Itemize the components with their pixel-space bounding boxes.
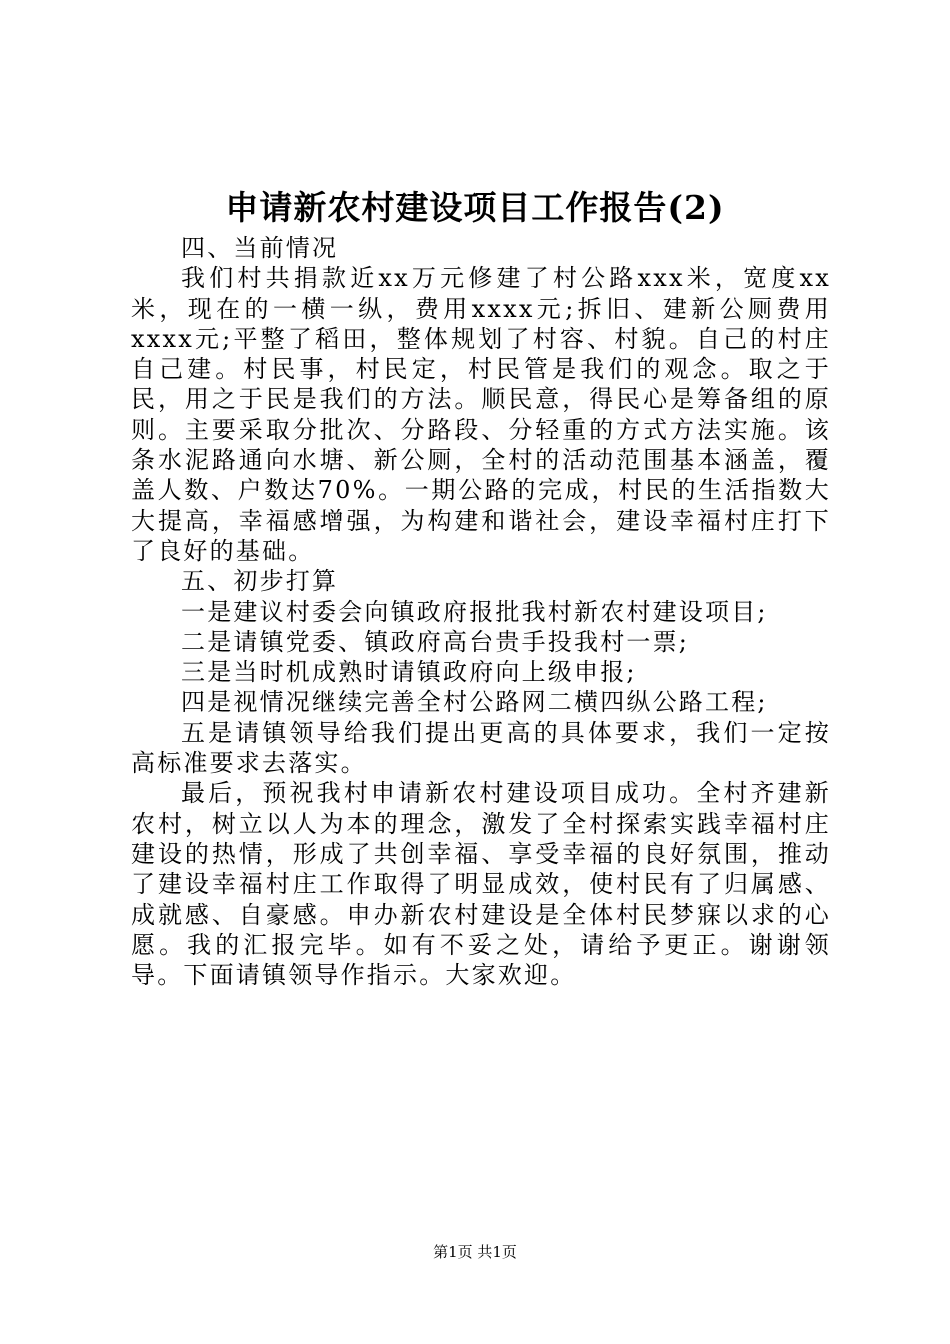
plan-item-4: 四是视情况继续完善全村公路网二横四纵公路工程; [181, 688, 768, 717]
plan-item-2: 二是请镇党委、镇政府高台贵手投我村一票; [181, 627, 690, 656]
paragraph-conclusion: 最后，预祝我村申请新农村建设项目成功。全村齐建新农村，树立以人为本的理念，激发了全村探索实践幸福村庄建设的热情，形成了共创幸福、享受幸福的良好氛围，推动了建设幸福村庄工作取得了明显成效，使村民有了归属感、成就感、自豪感。申办新农村建设是全体村民梦寐以求的心愿。我的汇报完毕。如有不妥之处，请给予更正。谢谢领导。下面请镇领导作指示。大家欢迎。 [131, 779, 831, 990]
document-body [131, 233, 831, 990]
plan-item-3: 三是当时机成熟时请镇政府向上级申报; [181, 658, 637, 687]
paragraph-current-situation: 我们村共捐款近xx万元修建了村公路xxx米，宽度xx米，现在的一横一纵，费用xxxx元;拆旧、建新公厕费用xxxx元;平整了稻田，整体规划了村容、村貌。自己的村庄自己建。村民事，村民定，村民管是我们的观念。取之于民，用之于民是我们的方法。顺民意，得民心是筹备组的原则。主要采取分批次、分路段、分轻重的方式方法实施。该条水泥路通向水塘、新公厕，全村的活动范围基本涵盖，覆盖人数、户数达70%。一期公路的完成，村民的生活指数大大提高，幸福感增强，为构建和谐社会，建设幸福村庄打下了良好的基础。 [131, 264, 831, 565]
section-heading-current-situation: 四、当前情况 [181, 234, 339, 262]
document-title: 申请新农村建设项目工作报告(2) [225, 188, 725, 227]
section-heading-preliminary-plan: 五、初步打算 [181, 567, 339, 596]
page-number-footer: 第1页 共1页 [433, 1243, 517, 1261]
plan-item-1: 一是建议村委会向镇政府报批我村新农村建设项目; [181, 597, 768, 626]
plan-item-5: 五是请镇领导给我们提出更高的具体要求，我们一定按高标准要求去落实。 [131, 718, 831, 778]
